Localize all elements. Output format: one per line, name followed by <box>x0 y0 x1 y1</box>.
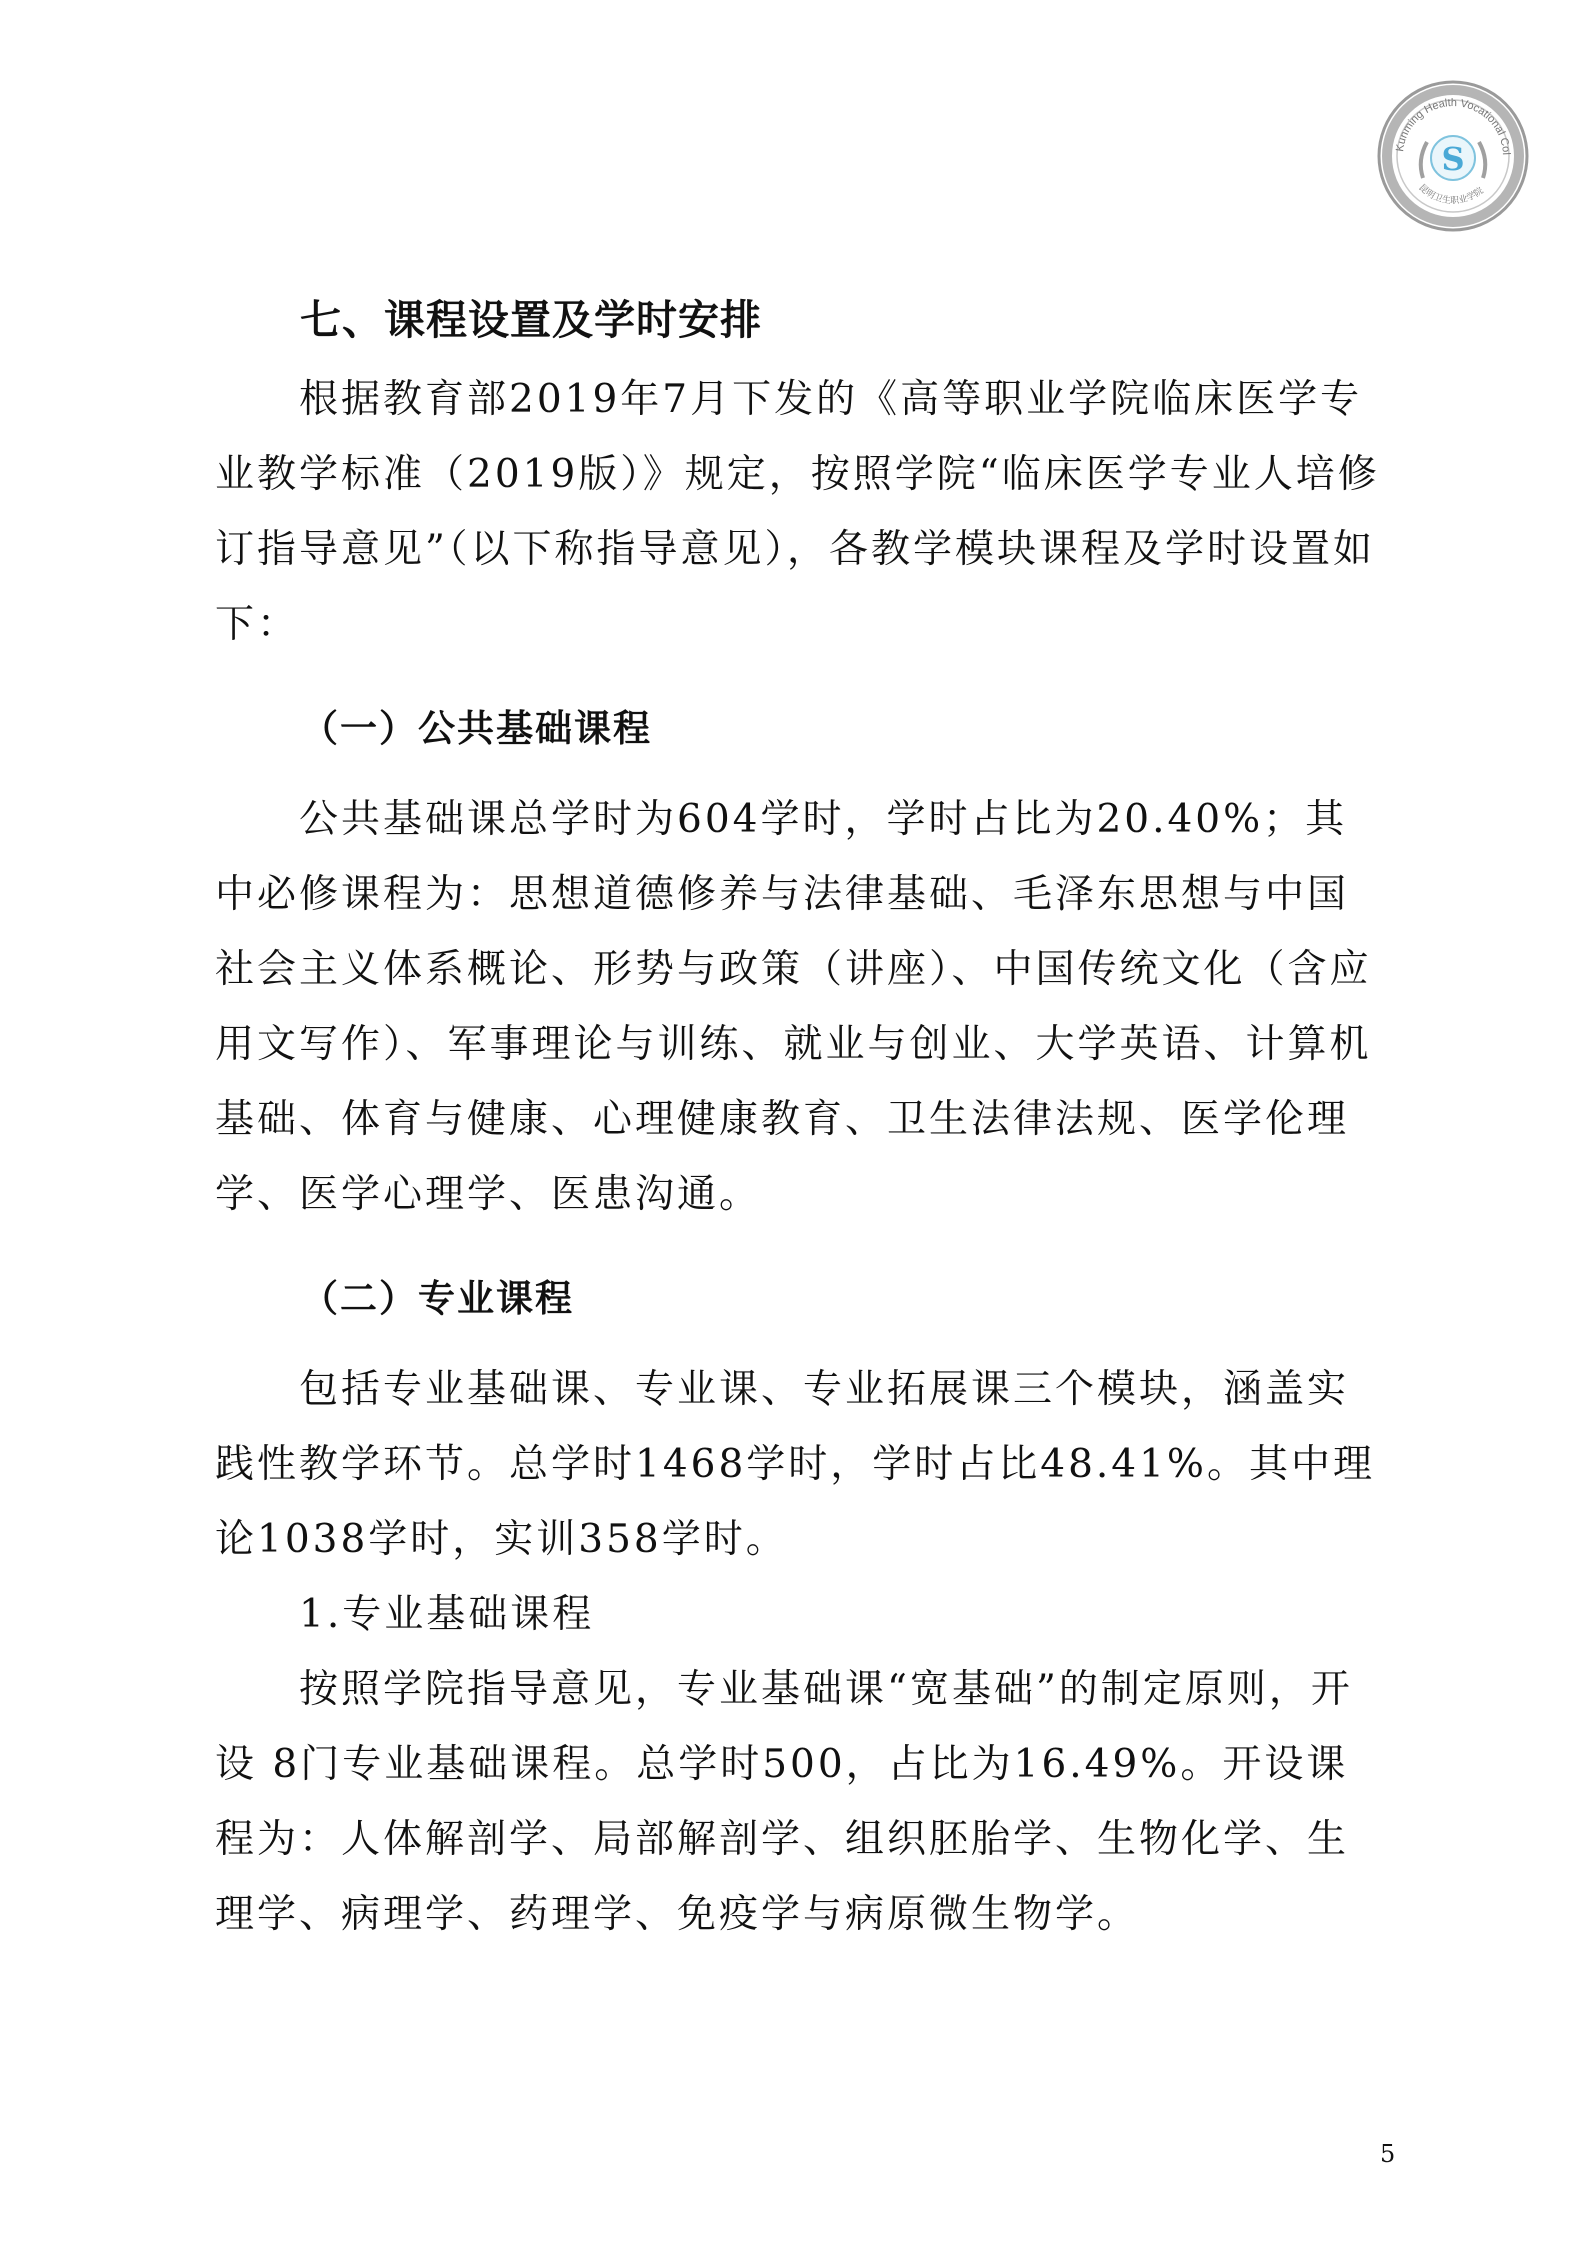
section-heading: 七、课程设置及学时安排 <box>300 296 762 344</box>
section1-body: 公共基础课总学时为604学时，学时占比为20.40%；其中必修课程为：思想道德修养与法律基础、毛泽东思想与中国社会主义体系概论、形势与政策（讲座）、中国传统文化（含应用文写作）、军事理论与训练、就业与创业、大学英语、计算机基础、体育与健康、心理健康教育、卫生法律法规、医学伦理学、医学心理学、医患沟通。 <box>215 797 1372 1217</box>
svg-text:S: S <box>1441 140 1465 178</box>
svg-text:Kunming Health Vocational Coll: Kunming Health Vocational Col <box>1394 96 1512 156</box>
college-seal-logo <box>1375 78 1531 234</box>
subsection1-title: 1.专业基础课程 <box>299 1592 595 1637</box>
page-number: 5 <box>1380 2140 1396 2168</box>
section2-title: （二）专业课程 <box>301 1276 574 1320</box>
svg-text:昆明卫生职业学院: 昆明卫生职业学院 <box>1416 182 1486 207</box>
subsection1-body: 按照学院指导意见，专业基础课“宽基础”的制定原则，开设 8门专业基础课程。总学时500，占比为16.49%。开设课程为：人体解剖学、局部解剖学、组织胚胎学、生物化学、生理学、病理学、药理学、免疫学与病原微生物学。 <box>215 1667 1353 1937</box>
document-page <box>215 290 1385 1952</box>
section1-title: （一）公共基础课程 <box>301 706 652 750</box>
section2-body: 包括专业基础课、专业课、专业拓展课三个模块，涵盖实践性教学环节。总学时1468学时，学时占比48.41%。其中理论1038学时，实训358学时。 <box>215 1367 1375 1562</box>
intro-paragraph: 根据教育部2019年7月下发的《高等职业学院临床医学专业教学标准（2019版）》规定，按照学院“临床医学专业人培修订指导意见”（以下称指导意见），各教学模块课程及学时设置如下： <box>215 377 1380 647</box>
